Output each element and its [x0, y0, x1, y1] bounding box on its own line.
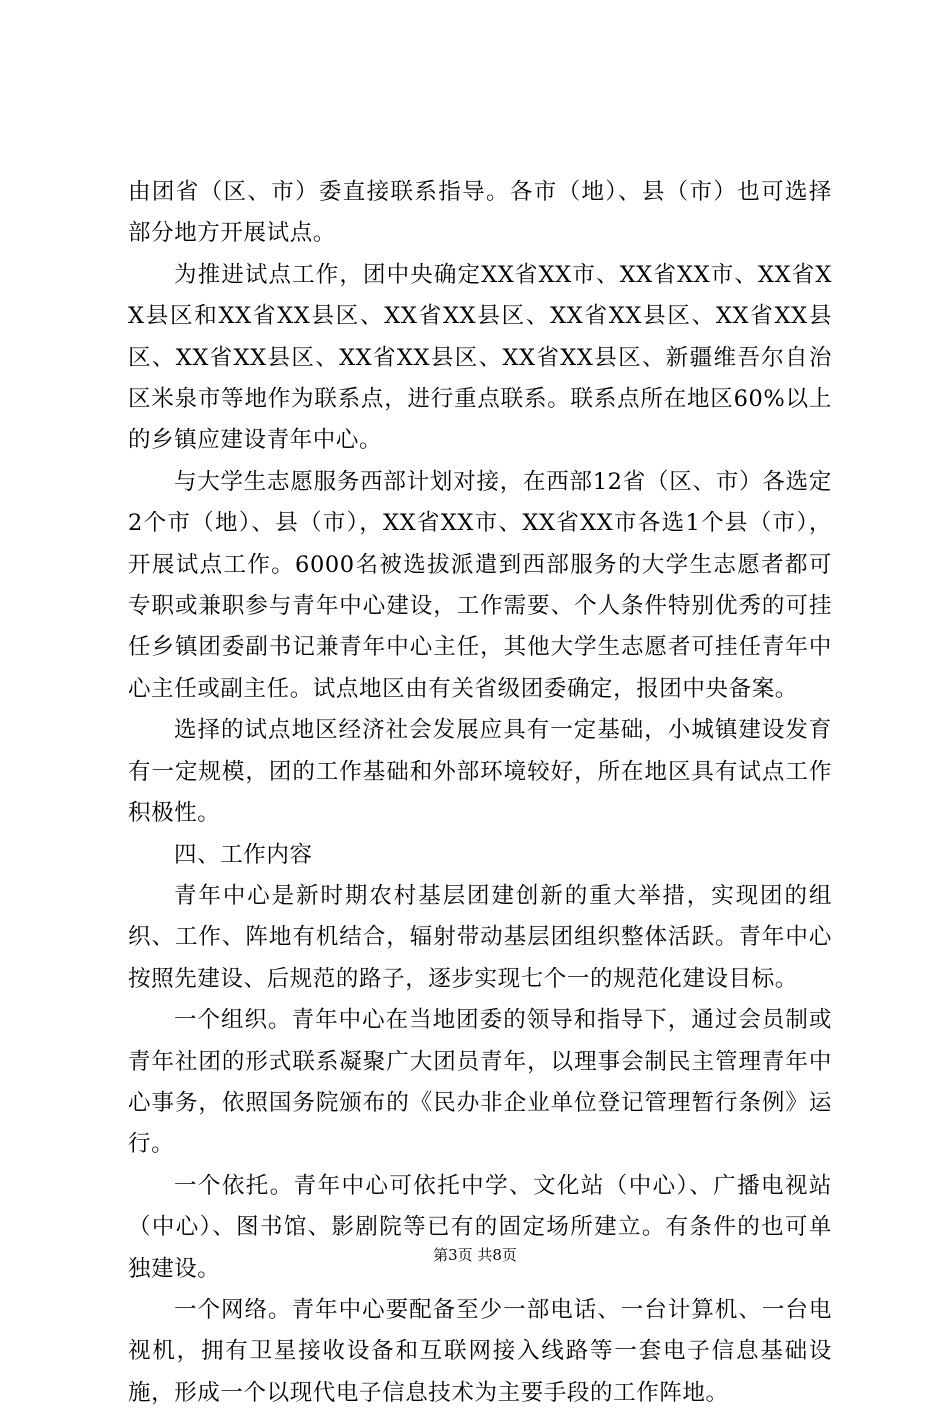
paragraph-western-plan: 与大学生志愿服务西部计划对接，在西部12省（区、市）各选定2个市（地）、县（市），XX省XX市、XX省XX市各选1个县（市），开展试点工作。6000名被选拔派遣到西部服务的大学生志愿者都可专职或兼职参与青年中心建设，工作需要、个人条件特别优秀的可挂任乡镇团委副书记兼青年中心主任，其他大学生志愿者可挂任青年中心主任或副主任。试点地区由有关省级团委确定，报团中央备案。	[128, 468, 832, 702]
paragraph-one-organization: 一个组织。青年中心在当地团委的领导和指导下，通过会员制或青年社团的形式联系凝聚广大团员青年，以理事会制民主管理青年中心事务，依照国务院颁布的《民办非企业单位登记管理暂行条例》运行。	[128, 1007, 832, 1158]
paragraph-one-foundation: 一个依托。青年中心可依托中学、文化站（中心）、广播电视站（中心）、图书馆、影剧院等已有的固定场所建立。有条件的也可单独建设。	[128, 1172, 832, 1282]
page-footer	[0, 1245, 950, 1265]
section-heading-work-content: 四、工作内容	[174, 841, 313, 868]
paragraph-youth-center-intro: 青年中心是新时期农村基层团建创新的重大举措，实现团的组织、工作、阵地有机结合，辐射带动基层团组织整体活跃。青年中心按照先建设、后规范的路子，逐步实现七个一的规范化建设目标。	[128, 882, 832, 992]
paragraph-pilot-selection: 选择的试点地区经济社会发展应具有一定基础，小城镇建设发育有一定规模，团的工作基础和外部环境较好，所在地区具有试点工作积极性。	[128, 717, 832, 827]
document-body	[128, 172, 832, 1414]
paragraph-liaison-points: 为推进试点工作，团中央确定XX省XX市、XX省XX市、XX省XX县区和XX省XX县区、XX省XX县区、XX省XX县区、XX省XX县区、XX省XX县区、XX省XX县区、XX省XX县区、新疆维吾尔自治区米泉市等地作为联系点，进行重点联系。联系点所在地区60%以上的乡镇应建设青年中心。	[128, 261, 832, 454]
paragraph-continuation: 由团省（区、市）委直接联系指导。各市（地）、县（市）也可选择部分地方开展试点。	[128, 179, 832, 247]
paragraph-one-network: 一个网络。青年中心要配备至少一部电话、一台计算机、一台电视机，拥有卫星接收设备和互联网接入线路等一套电子信息基础设施，形成一个以现代电子信息技术为主要手段的工作阵地。	[128, 1296, 832, 1406]
page-number: 第3页 共8页	[433, 1246, 517, 1264]
